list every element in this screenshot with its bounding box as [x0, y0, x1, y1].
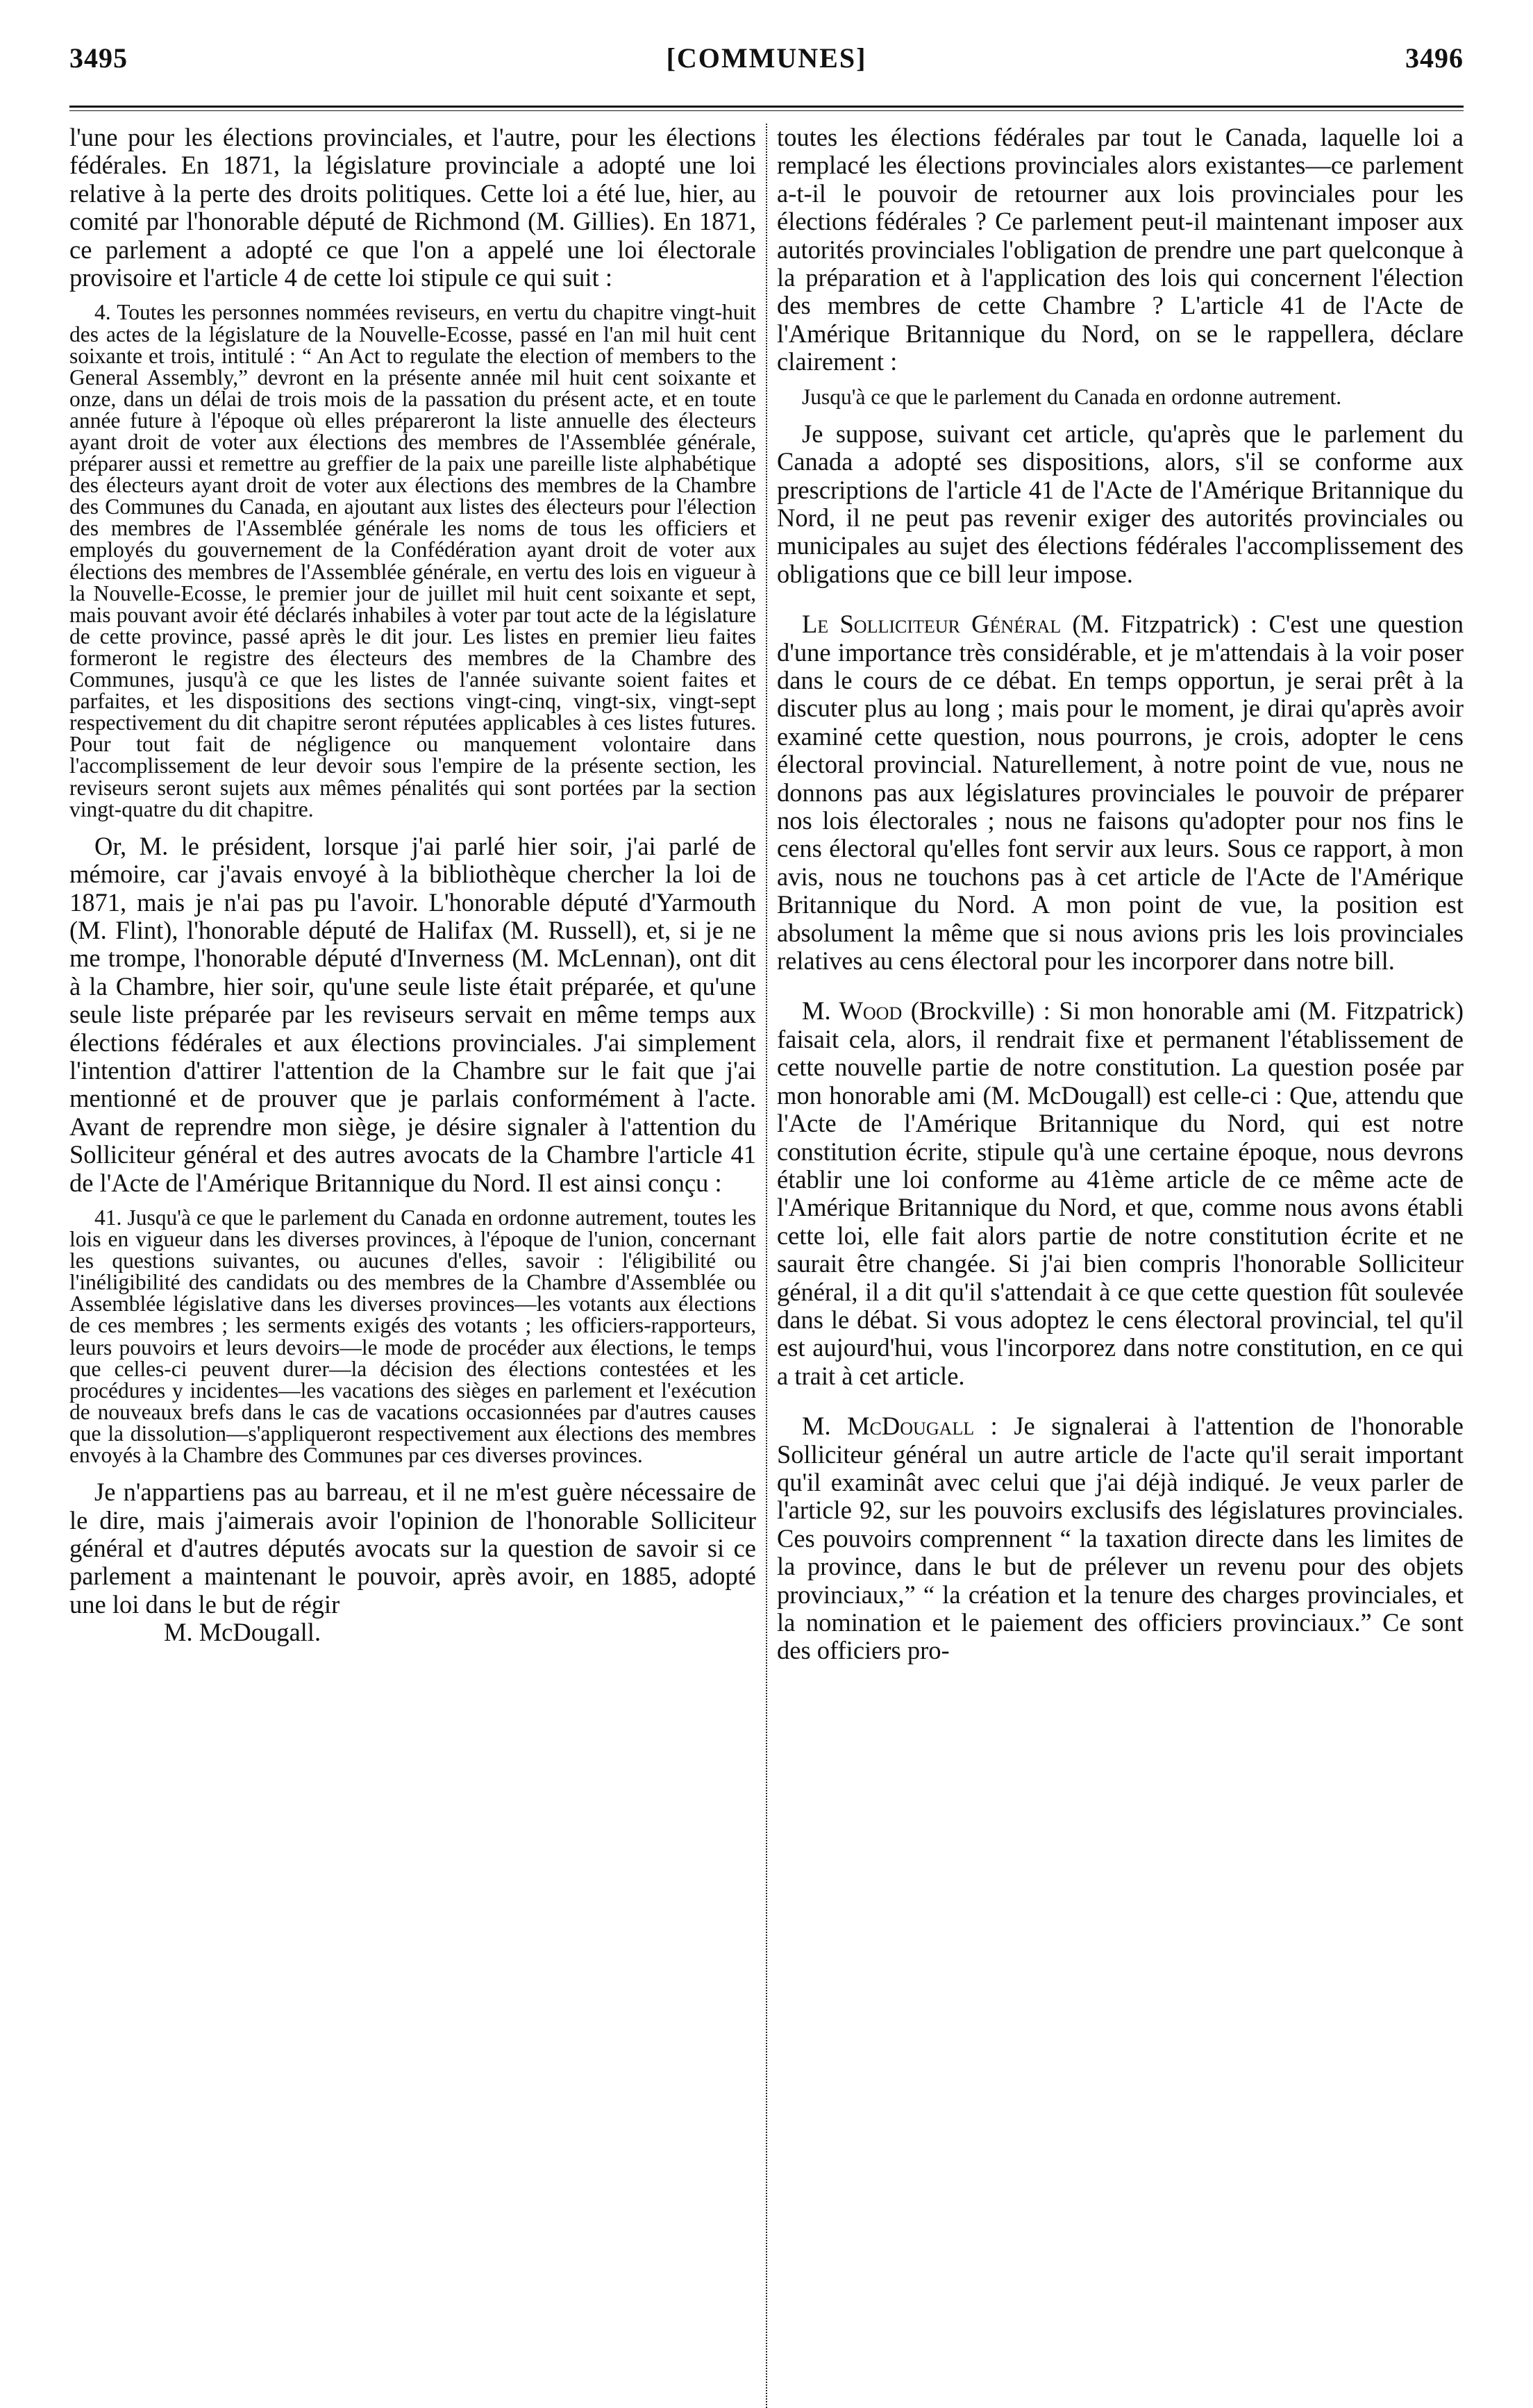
- right-column: [767, 124, 1464, 2408]
- speech-wood: [777, 997, 1464, 1390]
- paragraph: Or, M. le président, lorsque j'ai parlé hier soir, j'ai parlé de mémoire, car j'avais envoyé à la bibliothèque chercher la loi de 1871, mais je n'ai pas pu l'avoir. L'honorable député d'Yarmouth (M. Flint), l'honorable député de Halifax (M. Russell), et, si je ne me trompe, l'honorable député d'Inverness (M. McLennan), ont dit à la Chambre, hier soir, qu'une seule liste était préparée, et qu'une seule liste préparée par les reviseurs servait en même temps aux élections fédérales et aux élections provinciales. J'ai simplement l'intention d'attirer l'attention de la Chambre sur le fait que j'ai mentionné et de prouver que je parlais conformément à l'acte. Avant de reprendre mon siège, je désire signaler à l'attention du Solliciteur général et des autres avocats de la Chambre l'article 41 de l'Acte de l'Amérique Britannique du Nord. Il est ainsi conçu :: [69, 831, 756, 1197]
- two-column-body: [69, 124, 1464, 2408]
- paragraph: toutes les élections fédérales par tout le Canada, laquelle loi a remplacé les élections provinciales alors existantes—ce parlement a-t-il le pouvoir de retourner aux lois provinciales pour les élections fédérales ? Ce parlement peut-il maintenant imposer aux autorités provinciales l'obligation de prendre une part quelconque à la préparation et à l'application des lois qui concernent l'élection des membres de cette Chambre ? L'article 41 de l'Acte de l'Amérique Britannique du Nord, on se le rappellera, déclare clairement :: [777, 123, 1464, 376]
- left-column: [69, 124, 766, 2408]
- speaker-signature: M. McDougall.: [164, 1618, 321, 1647]
- quoted-statute: 41. Jusqu'à ce que le parlement du Canada en ordonne autrement, toutes les lois en vigueur dans les diverses provinces, à l'époque de l'union, concernant les questions suivantes, ou aucunes d'elles, savoir : l'éligibilité ou l'inéligibilité des candidats ou des membres de la Chambre d'Assemblée ou Assemblée législative dans les diverses provinces—les votants aux élections de ces membres ; les serments exigés des votants ; les officiers-rapporteurs, leurs pouvoirs et leurs devoirs—le mode de procéder aux élections, le temps que celles-ci peuvent durer—la décision des élections contestées et les procédures y incidentes—les vacations des sièges en parlement et l'exécution de nouveaux brefs dans le cas de vacations occasionnées par d'autres causes que la dissolution—s'appliqueront respectivement aux élections des membres envoyés à la Chambre des Communes par ces diverses provinces.: [69, 1205, 756, 1467]
- speech-text: (M. Fitzpatrick) : C'est une question d'une importance très considérable, et je m'attendais à la voir poser dans le cours de ce débat. En temps opportun, je serai prêt à la discuter plus au long ; mais pour le moment, je dirai qu'après avoir examiné cette question, nous pourrons, je crois, adopter le cens électoral provincial. Naturellement, à notre point de vue, nous ne donnons pas aux législatures provinciales le pouvoir de préparer nos lois électorales ; nous ne faisons qu'adopter pour nos fins le cens électoral qu'elles font servir aux leurs. Sous ce rapport, à mon avis, nous ne touchons pas à cet article de l'Acte de l'Amérique Britannique du Nord. A mon point de vue, la position est absolument la même que si nous avions pris les lois provinciales relatives au cens électoral pour les incorporer dans notre bill.: [777, 610, 1464, 976]
- page-number-left: 3495: [69, 42, 128, 74]
- paragraph: l'une pour les élections provinciales, et l'autre, pour les élections fédérales. En 1871, la législature provinciale a adopté une loi relative à la perte des droits politiques. Cette loi a été lue, hier, au comité par l'honorable député de Richmond (M. Gillies). En 1871, ce parlement a adopté ce que l'on a appelé une loi électorale provisoire et l'article 4 de cette loi stipule ce qui suit :: [69, 123, 756, 292]
- paragraph: Je n'appartiens pas au barreau, et il ne m'est guère nécessaire de le dire, mais j'aimerais avoir l'opinion de l'honorable Solliciteur général et d'autres députés avocats sur la question de savoir si ce parlement a maintenant le pouvoir, après avoir, en 1885, adopté une loi dans le but de régir: [69, 1478, 756, 1619]
- page-header: [69, 42, 1464, 90]
- header-rule: [69, 106, 1464, 111]
- speaker-name: Le Solliciteur Général: [802, 610, 1062, 639]
- speaker-name: M. Wood: [802, 996, 903, 1026]
- running-title: [COMMUNES]: [666, 42, 867, 74]
- speech-solliciteur: [777, 610, 1464, 975]
- quoted-statute: Jusqu'à ce que le parlement du Canada en ordonne autrement.: [802, 384, 1342, 409]
- page-number-right: 3496: [1405, 42, 1464, 74]
- speech-mcdougall: [777, 1412, 1464, 1665]
- speaker-name: M. McDougall: [802, 1412, 975, 1441]
- paragraph: Je suppose, suivant cet article, qu'après que le parlement du Canada a adopté ses dispositions, alors, s'il se conforme aux prescriptions de l'article 41 de l'Acte de l'Amérique Britannique du Nord, il ne peut pas revenir exiger des autorités provinciales ou municipales au sujet des élections fédérales l'accomplissement des obligations que ce bill leur impose.: [777, 419, 1464, 588]
- speech-text: : Je signalerai à l'attention de l'honorable Solliciteur général un autre article de l'acte qu'il serait important qu'il examinât avec celui que j'ai déjà indiqué. Je veux parler de l'article 92, sur les pouvoirs exclusifs des législatures provinciales. Ces pouvoirs comprennent “ la taxation directe dans les limites de la province, dans le but de prélever un revenu pour des objets provinciaux,” “ la création et la tenure des charges provinciales, et la nomination et le paiement des officiers provinciaux.” Ce sont des officiers pro-: [777, 1412, 1464, 1665]
- quoted-statute: 4. Toutes les personnes nommées reviseurs, en vertu du chapitre vingt-huit des actes de la législature de la Nouvelle-Ecosse, passé en l'an mil huit cent soixante et trois, intitulé : “ An Act to regulate the election of members to the General Assembly,” devront en la présente année mil huit cent soixante et onze, dans un délai de trois mois de la passation du présent acte, et en toute année future à l'époque où elles prépareront la liste annuelle des électeurs ayant droit de voter aux élections des membres de l'Assemblée générale, préparer aussi et remettre au greffier de la paix une pareille liste alphabétique des électeurs ayant droit de voter aux élections des membres de la Chambre des Communes du Canada, en ajoutant aux listes des électeurs pour l'élection des membres de l'Assemblée générale les noms de tous les officiers et employés du gouvernement de la Confédération ayant droit de voter aux élections des membres de l'Assemblée générale, en vertu des lois en vigueur à la Nouvelle-Ecosse, le premier jour de juillet mil huit cent soixante et sept, mais pouvant avoir été déclarés inhabiles à voter par tout acte de la législature de cette province, passé après le dit jour. Les listes en premier lieu faites formeront le registre des électeurs des membres de la Chambre des Communes, jusqu'à ce que les listes de l'année suivante soient faites et parfaites, et les dispositions des sections vingt-cinq, vingt-six, vingt-sept respectivement du dit chapitre seront réputées applicables à ces listes futures. Pour tout fait de négligence ou manquement volontaire dans l'accomplissement de leur devoir sous l'empire de la présente section, les reviseurs seront sujets aux mêmes pénalités qui sont portées par la section vingt-quatre du dit chapitre.: [69, 300, 756, 821]
- speech-text: (Brockville) : Si mon honorable ami (M. Fitzpatrick) faisait cela, alors, il rendrait fixe et permanent l'établissement de cette nouvelle partie de notre constitution. La question posée par mon honorable ami (M. McDougall) est celle-ci : Que, attendu que l'Acte de l'Amérique Britannique du Nord, qui est notre constitution écrite, stipule qu'à une certaine époque, nous devrons établir une loi conforme au 41ème article de ce même acte de l'Amérique Britannique du Nord, et que, comme nous avons établi cette loi, elle fait alors partie de notre constitution écrite et ne saurait être changée. Si j'ai bien compris l'honorable Solliciteur général, il a dit qu'il s'attendait à ce que cette question fût soulevée dans le débat. Si vous adoptez le cens électoral provincial, tel qu'il est aujourd'hui, vous l'incorporez dans notre constitution, en ce qui a trait à cet article.: [777, 996, 1464, 1390]
